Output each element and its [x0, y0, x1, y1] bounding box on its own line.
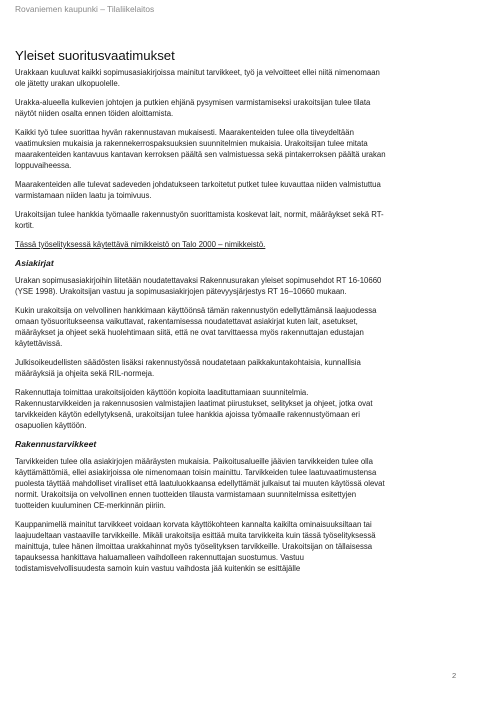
paragraph — [15, 456, 459, 511]
section-heading: Rakennustarvikkeet — [15, 439, 97, 449]
paragraph-line: varmistamaan niiden laatu ja toimivuus. — [15, 191, 152, 200]
paragraph-line: määräyksiä ja ohjeita sekä RIL-normeja. — [15, 369, 155, 378]
paragraph-line: Julkisoikeudellisten säädösten lisäksi rakennustyössä noudatetaan paikkakuntakohtaisia, kunnallisia — [15, 358, 361, 367]
paragraph-line: vaatimuksien mukaisia ja rakennekerrospaksuuksien suunnitelmien mukaisia. Urakoitsijan tulee mitata — [15, 139, 368, 148]
page-number: 2 — [452, 671, 457, 680]
document-title: Yleiset suoritusvaatimukset — [15, 48, 175, 63]
paragraph — [15, 305, 459, 349]
paragraph — [15, 239, 459, 250]
paragraph-line: mainittuja, tulee hänen ilmoittaa urakkahinnat myös työselityksen tarvikkeille. Urakoitsijan on tällaisessa — [15, 542, 373, 551]
paragraph-line: tuotteiden kuuluminen CE-merkinnän piiriin. — [15, 501, 166, 510]
paragraph-line: loppuvaiheessa. — [15, 161, 72, 170]
document-blocks — [15, 67, 459, 574]
paragraph — [15, 357, 459, 379]
paragraph-line: tapauksessa hankittava haluamalleen vaihdolleen rakennuttajan suostumus. Vastuu — [15, 553, 304, 562]
section-heading: Asiakirjat — [15, 258, 54, 268]
paragraph-line: käytettävissä. — [15, 339, 63, 348]
paragraph — [15, 209, 459, 231]
paragraph-line: Tarvikkeiden tulee olla asiakirjojen määräysten mukaisia. Paikoitusalueille jäävien tarvikkeiden tulee olla — [15, 457, 373, 466]
paragraph-line: laajuudeltaan vastaaville tarvikkeille. Mikäli urakoitsija esittää muita tarvikkeita kuin tässä työselityksessä — [15, 531, 376, 540]
paragraph-line: maarakenteiden kantavuus kantavan kerroksen päältä sen valmistuessa sekä pintakerroksen päältä urakan — [15, 150, 386, 159]
paragraph-line: näytöt niiden osalta ennen töiden aloittamista. — [15, 109, 174, 118]
paragraph — [15, 179, 459, 201]
paragraph-line: määräykset ja ohjeet sekä huolehtimaan siitä, että ne ovat tarvittaessa myös rakennuttajan edustajan — [15, 328, 364, 337]
paragraph-line: ole jätetty urakan ulkopuolelle. — [15, 79, 120, 88]
document-body — [15, 48, 459, 582]
paragraph-line: omaan työsuoritukseensa vaikuttavat, rakentamisessa noudatettavat asiakirjat kuten lait, asetukset, — [15, 317, 358, 326]
paragraph-line: (YSE 1998). Urakoitsijan vastuu ja sopimusasiakirjojen pätevyysjärjestys RT 16–10660 mukaan. — [15, 287, 347, 296]
paragraph-line: todistamisvelvollisuudesta samoin kuin vastuu vaihdosta jää kuitenkin se esittäjälle — [15, 564, 301, 573]
paragraph — [15, 387, 459, 431]
paragraph-line: normit. Urakoitsija on velvollinen ennen tuotteiden tilausta varmistamaan suunnitelmissa esitettyjen — [15, 490, 357, 499]
paragraph-line: Kukin urakoitsija on velvollinen hankkimaan käyttöönsä tämän rakennustyön edellyttämänsä laajuodessa — [15, 306, 377, 315]
paragraph-line: Urakkaan kuuluvat kaikki sopimusasiakirjoissa mainitut tarvikkeet, työ ja velvoitteet ellei niitä nimenomaan — [15, 68, 380, 77]
paragraph — [15, 97, 459, 119]
paragraph-line: käyttämättömiä, ellei asiakirjoissa ole nimenomaan toisin mainittu. Tarvikkeiden tulee laatuvaatimustensa — [15, 468, 377, 477]
paragraph — [15, 275, 459, 297]
paragraph — [15, 127, 459, 171]
paragraph-line: osapuolien käyttöön. — [15, 421, 87, 430]
paragraph-line: kortit. — [15, 221, 35, 230]
paragraph-line: tarvikkeiden käytön edellytyksenä, urakoitsijan tulee hankkia ajoissa työmaalle rakennustyömaan eri — [15, 410, 360, 419]
paragraph — [15, 67, 459, 89]
paragraph-line: Maarakenteiden alle tulevat sadeveden johdatukseen tarkoitetut putket tulee kuvauttaa niiden valmistuttua — [15, 180, 381, 189]
paragraph-line: Kauppanimellä mainitut tarvikkeet voidaan korvata käyttökohteen kannalta kaikilta ominaisuuksiltaan tai — [15, 520, 372, 529]
paragraph-line: Rakennustarvikkeiden ja rakennusosien valmistajien laatimat piirustukset, selitykset ja ohjeet, jotka ovat — [15, 399, 373, 408]
paragraph-line: Kaikki työ tulee suorittaa hyvän rakennustavan mukaisesti. Maarakenteiden tulee olla tiiveydeltään — [15, 128, 354, 137]
paragraph-line: Rakennuttaja toimittaa urakoitsijoiden käyttöön kopioita laadituttamiaan suunnitelmia. — [15, 388, 309, 397]
paragraph-line: Urakan sopimusasiakirjoihin liitetään noudatettavaksi Rakennusurakan yleiset sopimusehdot RT 16-10660 — [15, 276, 382, 285]
page-header: Rovaniemen kaupunki – Tilaliikelaitos — [15, 4, 155, 14]
paragraph-line: Tässä työselityksessä käytettävä nimikkeistö on Talo 2000 – nimikkeistö. — [15, 240, 266, 249]
paragraph-line: puolesta täyttää mahdolliset viralliset että laatuluokkaansa edellyttämät julkaisut tai muuten käytössä olevat — [15, 479, 385, 488]
paragraph-line: Urakoitsijan tulee hankkia työmaalle rakennustyön suorittamista koskevat lait, normit, määräykset sekä RT- — [15, 210, 384, 219]
paragraph-line: Urakka-alueella kulkevien johtojen ja putkien ehjänä pysymisen varmistamiseksi urakoitsijan tulee tilata — [15, 98, 371, 107]
paragraph — [15, 519, 459, 574]
